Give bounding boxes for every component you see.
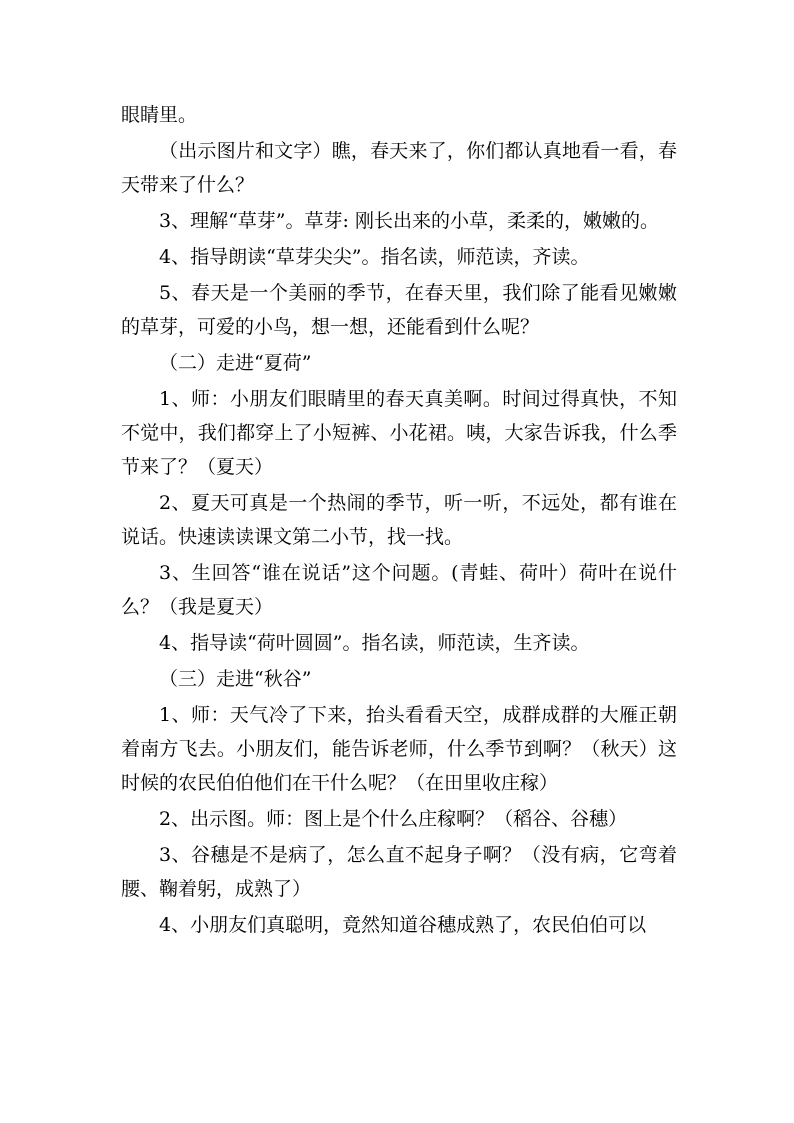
section-heading-autumn-grain: （三）走进“秋谷” [159, 668, 312, 690]
paragraph-step-5-spring: 5、春天是一个美丽的季节，在春天里，我们除了能看见嫩嫩的草芽，可爱的小鸟，想一想，还能看到什么呢？ [121, 282, 677, 338]
section-heading-summer-lotus: （二）走进“夏荷” [159, 352, 312, 374]
paragraph-summer-step-2: 2、夏天可真是一个热闹的季节，听一听，不远处，都有谁在说话。快速读读课文第二小节，找一找。 [121, 492, 677, 548]
paragraph-autumn-step-3: 3、谷穗是不是病了，怎么直不起身子啊？（没有病，它弯着腰、鞠着躬，成熟了） [121, 844, 677, 900]
lesson-plan-text [121, 98, 677, 942]
paragraph-summer-step-1: 1、师：小朋友们眼睛里的春天真美啊。时间过得真快，不知不觉中，我们都穿上了小短裤、小花裙。咦，大家告诉我，什么季节来了？（夏天） [121, 388, 677, 478]
paragraph-autumn-step-2: 2、出示图。师：图上是个什么庄稼啊？（稻谷、谷穗） [159, 808, 628, 830]
paragraph-continuation: 眼睛里。 [121, 104, 198, 126]
paragraph-summer-step-3: 3、生回答“谁在说话”这个问题。(青蛙、荷叶）荷叶在说什么？（我是夏天） [121, 562, 677, 618]
paragraph-summer-step-4: 4、指导读“荷叶圆圆”。指名读，师范读，生齐读。 [159, 632, 590, 654]
paragraph-step-4-reading: 4、指导朗读“草芽尖尖”。指名读，师范读，齐读。 [159, 246, 590, 268]
paragraph-autumn-step-4: 4、小朋友们真聪明，竟然知道谷穗成熟了，农民伯伯可以 [159, 914, 647, 936]
paragraph-show-picture: （出示图片和文字）瞧，春天来了，你们都认真地看一看，春天带来了什么？ [121, 140, 677, 196]
paragraph-autumn-step-1: 1、师：天气冷了下来，抬头看看天空，成群成群的大雁正朝着南方飞去。小朋友们，能告诉老师，什么季节到啊？（秋天）这时候的农民伯伯他们在干什么呢？（在田里收庄稼） [121, 704, 677, 794]
paragraph-step-3-grass-bud: 3、理解“草芽”。草芽: 刚长出来的小草，柔柔的，嫩嫩的。 [159, 210, 659, 232]
